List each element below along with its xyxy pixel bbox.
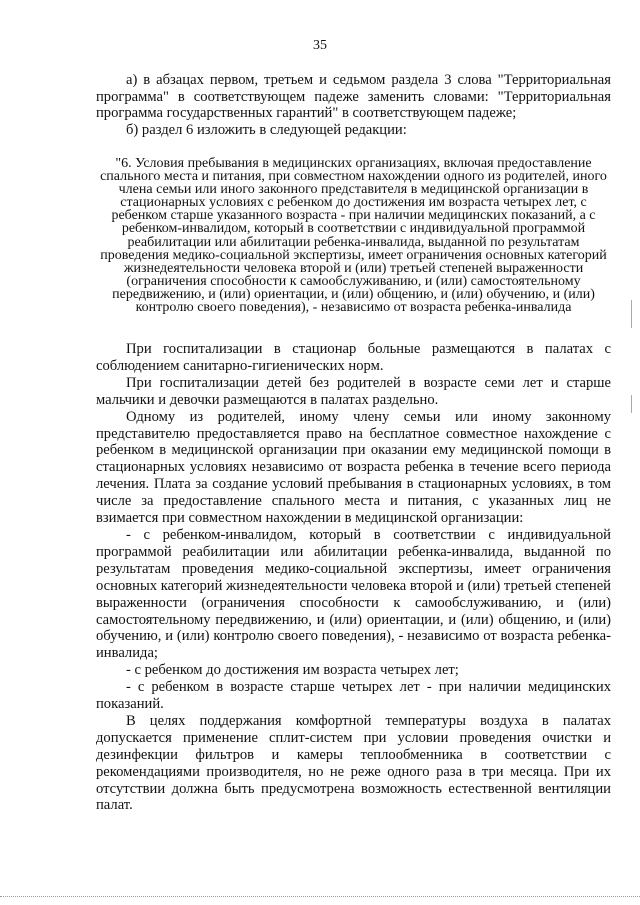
- list-item: - с ребенком-инвалидом, который в соответствии с индивидуальной программой реабилитации или абилитации ребенка-инвалида, выданной по результатам проведения медико-социальной экспертизы, имеет ограничения основных категорий жизнедеятельности человека второй и (или) третьей степеней выраженности (ограничения способности к самообслуживанию, и (или) самостоятельному передвижению, и (или) ориентации, и (или) общению, и (или) обучению, и (или) контролю своего поведения), - независимо от возраста ребенка-инвалида;: [96, 526, 611, 662]
- paragraph: При госпитализации в стационар больные размещаются в палатах с соблюдением санитарно-гигиенических норм.: [96, 341, 611, 374]
- scan-edge-line: [0, 896, 640, 897]
- paragraph: В целях поддержания комфортной температуры воздуха в палатах допускается применение сплит-систем при условии проведения очистки и дезинфекции фильтров и камеры теплообменника в соответствии с рекомендациями производителя, но не реже одного раза в три месяца. При их отсутствии должна быть предусмотрена возможность естественной вентиляции палат.: [96, 712, 611, 814]
- body-block: [96, 341, 611, 814]
- intro-item-b: б) раздел 6 изложить в следующей редакции:: [126, 121, 407, 138]
- scan-margin-mark: [631, 395, 632, 413]
- intro-item-a: а) в абзацах первом, третьем и седьмом раздела 3 слова "Территориальная программа" в соответствующем падеже заменить словами: "Территориальная программа государственных гарантий" в соответствующем падеже;: [96, 72, 611, 121]
- page-number: 35: [313, 38, 327, 53]
- paragraph: Одному из родителей, иному члену семьи или иному законному представителю предоставляется право на бесплатное совместное нахождение с ребенком в медицинской организации при оказании ему медицинской помощи в стационарных условиях независимо от возраста ребенка в течение всего периода лечения. Плата за создание условий пребывания в стационарных условиях, в том числе за предоставление спального места и питания, с указанных лиц не взимается при совместном нахождении в медицинской организации:: [96, 408, 611, 527]
- list-item: - с ребенком до достижения им возраста четырех лет;: [126, 662, 459, 679]
- paragraph: При госпитализации детей без родителей в возрасте семи лет и старше мальчики и девочки размещаются в палатах раздельно.: [96, 374, 611, 408]
- intro-block: [96, 72, 611, 138]
- list-item: - с ребенком в возрасте старше четырех лет - при наличии медицинских показаний.: [96, 679, 611, 713]
- section-heading: "6. Условия пребывания в медицинских организациях, включая предоставление спального места и питания, при совместном нахождении одного из родителей, иного члена семьи или иного законного представителя в медицинской организации в стационарных условиях с ребенком до достижения им возраста четырех лет, с ребенком старше указанного возраста - при наличии медицинских показаний, а с ребенком-инвалидом, который в соответствии с индивидуальной программой реабилитации или абилитации ребенка-инвалида, выданной по результатам проведения медико-социальной экспертизы, имеет ограничения основных категорий жизнедеятельности человека второй и (или) третьей степеней выраженности (ограничения способности к самообслуживанию, и (или) самостоятельному передвижению, и (или) ориентации, и (или) общению, и (или) обучению, и (или) контролю своего поведения), - независимо от возраста ребенка-инвалида: [100, 156, 607, 316]
- scan-margin-mark: [631, 300, 632, 328]
